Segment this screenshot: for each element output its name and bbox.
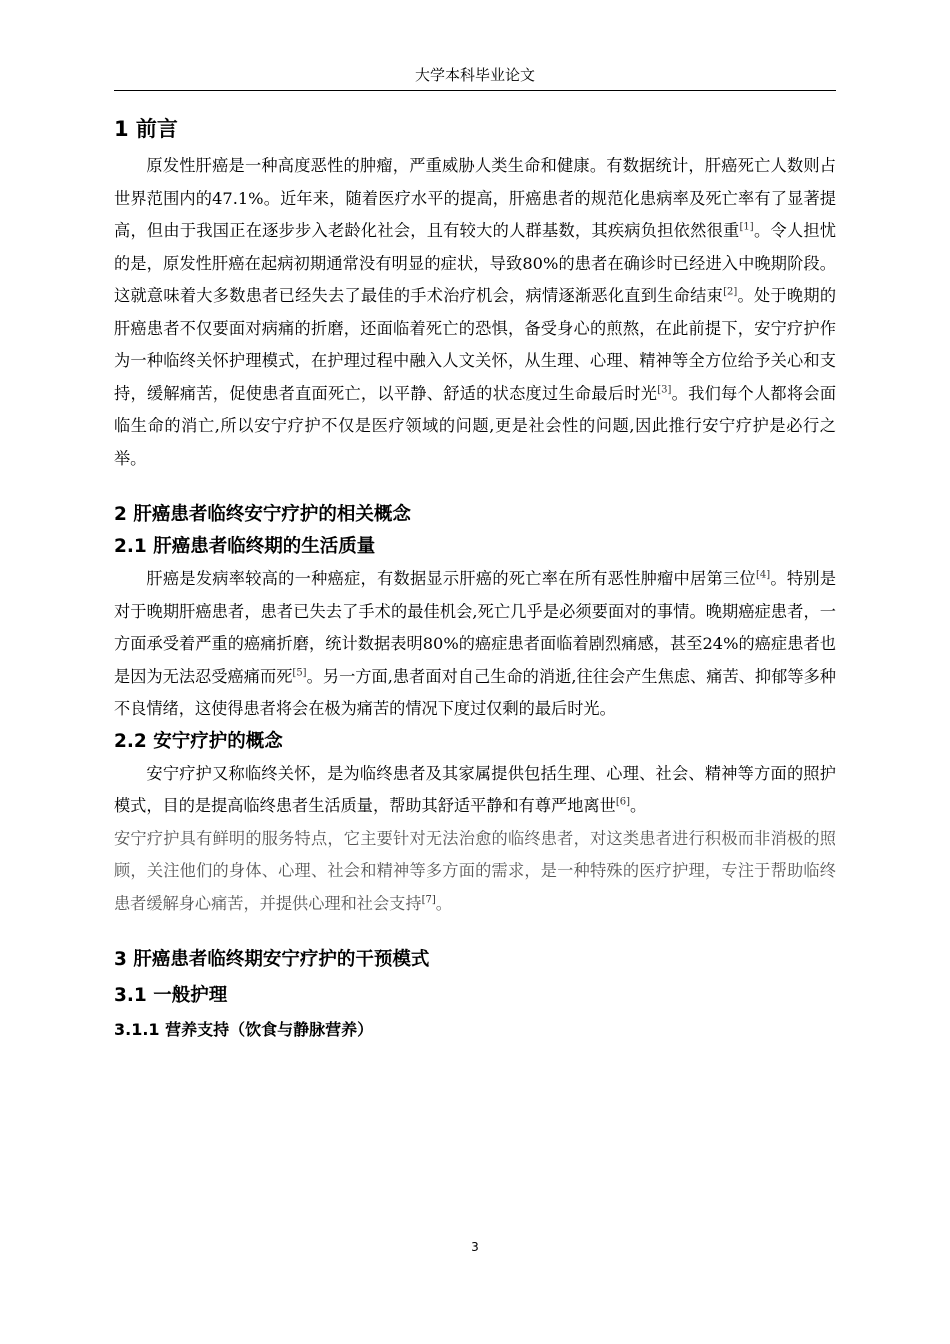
citation-ref: [1] [739,221,754,233]
citation-ref: [7] [421,894,436,906]
paragraph-introduction: 原发性肝癌是一种高度恶性的肿瘤，严重威胁人类生命和健康。有数据统计，肝癌死亡人数则占世界范围内的47.1%。近年来，随着医疗水平的提高，肝癌患者的规范化患病率及死亡率有了显著提高，但由于我国正在逐步步入老龄化社会，且有较大的人群基数，其疾病负担依然很重[1]。令人担忧的是，原发性肝癌在起病初期通常没有明显的症状，导致80%的患者在确诊时已经进入中晚期阶段。这就意味着大多数患者已经失去了最佳的手术治疗机会，病情逐渐恶化直到生命结束[2]。处于晚期的肝癌患者不仅要面对病痛的折磨，还面临着死亡的恐惧，备受身心的煎熬，在此前提下，安宁疗护作为一种临终关怀护理模式，在护理过程中融入人文关怀，从生理、心理、精神等全方位给予关心和支持，缓解痛苦，促使患者直面死亡，以平静、舒适的状态度过生命最后时光[3]。我们每个人都将会面临生命的消亡,所以安宁疗护不仅是医疗领域的问题,更是社会性的问题,因此推行安宁疗护是必行之举。 [114,156,837,468]
subsection-heading-2-2: 2.2 安宁疗护的概念 [114,730,283,752]
paragraph-hospice-concept: 安宁疗护又称临终关怀，是为临终患者及其家属提供包括生理、心理、社会、精神等方面的照护模式，目的是提高临终患者生活质量，帮助其舒适平静和有尊严地离世[6]。 [114,763,836,815]
citation-ref: [5] [292,667,307,679]
header-title: 大学本科毕业论文 [414,66,535,84]
citation-ref: [6] [615,796,630,808]
citation-ref: [3] [657,384,672,396]
citation-ref: [2] [723,286,738,298]
subsection-heading-3-1: 3.1 一般护理 [114,985,228,1006]
running-header [114,62,836,91]
subsection-heading-2-1: 2.1 肝癌患者临终期的生活质量 [114,536,376,557]
paragraph-hospice-features: 安宁疗护具有鲜明的服务特点，它主要针对无法治愈的临终患者，对这类患者进行积极而非消极的照顾，关注他们的身体、心理、社会和精神等多方面的需求，是一种特殊的医疗护理，专注于帮助临终患者缓解身心痛苦，并提供心理和社会支持[7]。 [114,828,836,913]
citation-ref: [4] [755,569,771,581]
page-number: 3 [471,1240,479,1254]
subsubsection-heading-3-1-1: 3.1.1 营养支持（饮食与静脉营养） [114,1020,374,1039]
paragraph-quality-of-life: 肝癌是发病率较高的一种癌症，有数据显示肝癌的死亡率在所有恶性肿瘤中居第三位[4]。特别是对于晚期肝癌患者，患者已失去了手术的最佳机会,死亡几乎是必须要面对的事情。晚期癌症患者，一方面承受着严重的癌痛折磨，统计数据表明80%的癌症患者面临着剧烈痛感，甚至24%的癌症患者也是因为无法忍受癌痛而死[5]。另一方面,患者面对自己生命的消逝,往往会产生焦虑、痛苦、抑郁等多种不良情绪，这使得患者将会在极为痛苦的情况下度过仅剩的最后时光。 [114,569,837,718]
section-heading-3: 3 肝癌患者临终期安宁疗护的干预模式 [114,949,430,970]
section-heading-1: 1 前言 [114,117,178,141]
section-heading-2: 2 肝癌患者临终安宁疗护的相关概念 [114,504,411,525]
page-body [114,112,836,1044]
